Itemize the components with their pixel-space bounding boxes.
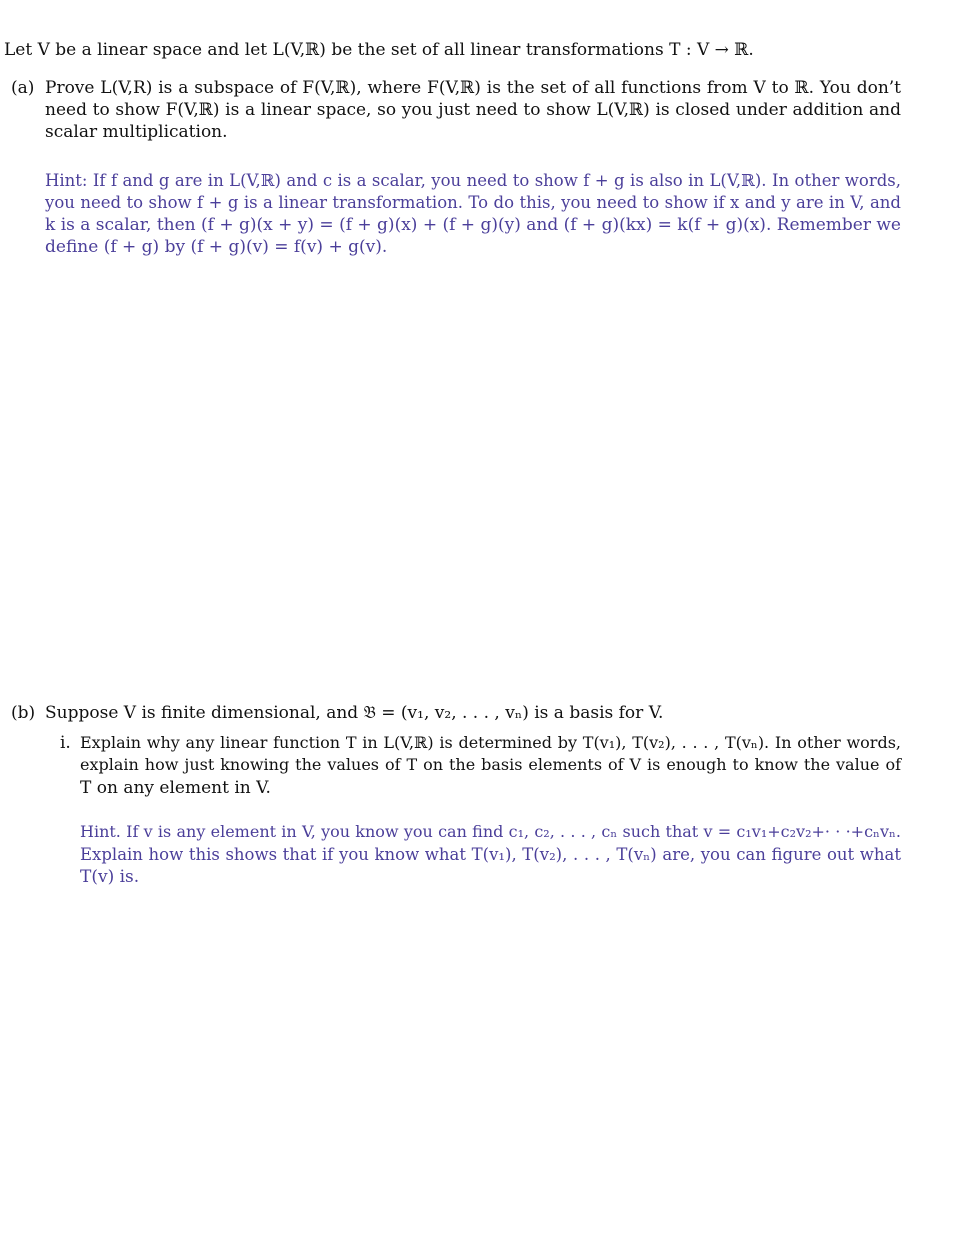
part-b-label: (b)	[11, 703, 36, 723]
part-b-i-line-3: T on any element in V.	[80, 778, 271, 798]
part-a-line-1: Prove L(V,R) is a subspace of F(V,ℝ), where F(V,ℝ) is the set of all functions from V to ℝ. You don’t	[45, 78, 901, 98]
part-b-text: Suppose V is finite dimensional, and 𝔅 = (v₁, v₂, . . . , vₙ) is a basis for V.	[45, 703, 664, 723]
part-b-i-hint-line-3: T(v) is.	[80, 867, 140, 887]
part-a-line-2: need to show F(V,ℝ) is a linear space, so you just need to show L(V,ℝ) is closed under addition and	[45, 100, 901, 120]
part-b-i-hint-line-1: Hint. If v is any element in V, you know you can find c₁, c₂, . . . , cₙ such that v = c₁v₁+c₂v₂+· · ·+cₙvₙ.	[80, 822, 901, 841]
part-a-line-3: scalar multiplication.	[45, 122, 228, 142]
part-a-hint-line-1: Hint: If f and g are in L(V,ℝ) and c is a scalar, you need to show f + g is also in L(V,ℝ). In other words,	[45, 171, 901, 190]
intro-text: Let V be a linear space and let L(V,ℝ) be the set of all linear transformations T : V → ℝ.	[4, 40, 754, 60]
part-a-label: (a)	[11, 78, 35, 98]
part-b-i-label: i.	[60, 733, 71, 753]
part-a-hint-line-4: define (f + g) by (f + g)(v) = f(v) + g(v).	[45, 237, 388, 257]
part-b-i-hint-line-2: Explain how this shows that if you know what T(v₁), T(v₂), . . . , T(vₙ) are, you can figure out what	[80, 845, 901, 864]
part-b-i-line-1: Explain why any linear function T in L(V,ℝ) is determined by T(v₁), T(v₂), . . . , T(vₙ). In other words,	[80, 733, 901, 752]
part-b-i-line-2: explain how just knowing the values of T on the basis elements of V is enough to know the value of	[80, 755, 901, 774]
part-a-hint-line-2: you need to show f + g is a linear transformation. To do this, you need to show if x and y are in V, and	[45, 193, 901, 212]
part-a-hint-line-3: k is a scalar, then (f + g)(x + y) = (f + g)(x) + (f + g)(y) and (f + g)(kx) = k(f + g)(x). Remember we	[45, 215, 901, 235]
